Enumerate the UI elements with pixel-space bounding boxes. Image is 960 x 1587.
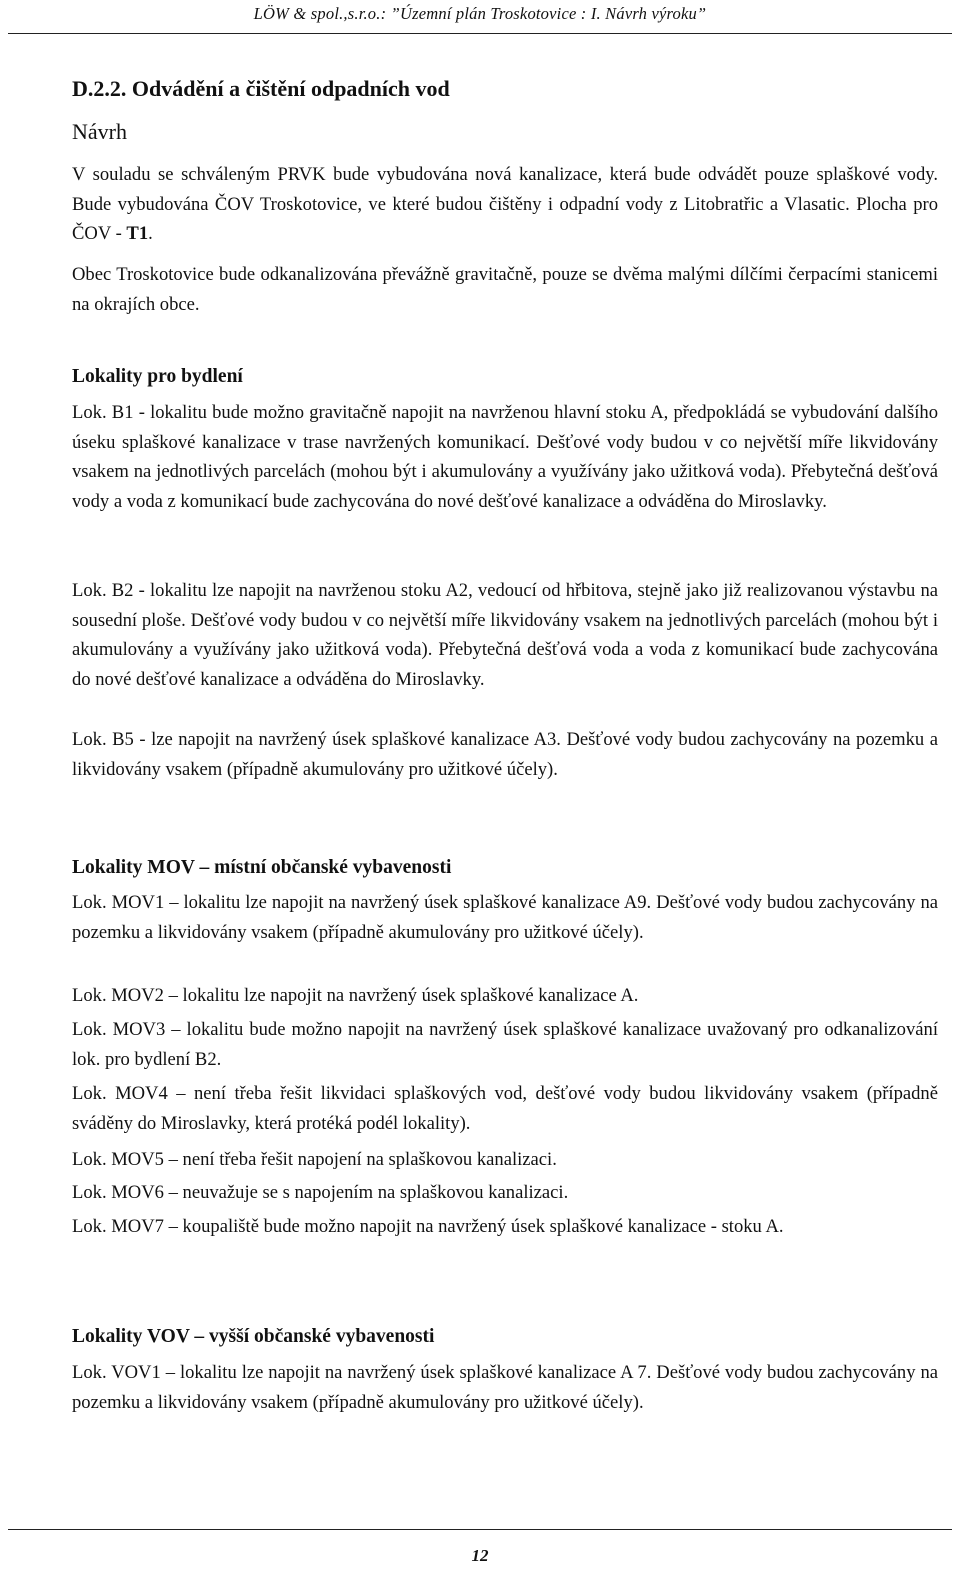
mov-paragraph-1: Lok. MOV1 – lokalitu lze napojit na navržený úsek splaškové kanalizace A9. Dešťové vody budou zachycovány na pozemku a likvidovány vsakem (případně akumulovány pro užitkové účely). xyxy=(72,892,938,943)
mov-paragraph-6: Lok. MOV6 – neuvažuje se s napojením na splaškovou kanalizaci. xyxy=(72,1182,569,1203)
mov-paragraph-2: Lok. MOV2 – lokalitu lze napojit na navržený úsek splaškové kanalizace A. xyxy=(72,985,639,1006)
housing-paragraph-b2: Lok. B2 - lokalitu lze napojit na navrženou stoku A2, vedoucí od hřbitova, stejně jako již realizovanou výstavbu na sousední ploše. Dešťové vody budou v co největší míře likvidovány vsakem na jednotlivých parcelách (mohou být i akumulovány a využívány jako užitková voda). Přebytečná dešťová voda a voda z komunikací bude zachycována do nové dešťové kanalizace a odváděna do Miroslavky. xyxy=(72,580,938,690)
mov-paragraph-7: Lok. MOV7 – koupaliště bude možno napojit na navržený úsek splaškové kanalizace - stoku A. xyxy=(72,1216,784,1237)
vov-heading: Lokality VOV – vyšší občanské vybavenosti xyxy=(72,1326,435,1347)
intro-p1-end: . xyxy=(148,223,153,244)
mov-paragraph-3: Lok. MOV3 – lokalitu bude možno napojit na navržený úsek splaškové kanalizace uvažovaný pro odkanalizování lok. pro bydlení B2. xyxy=(72,1019,938,1070)
intro-p1-plot-code: T1 xyxy=(126,223,149,244)
section-title: D.2.2. Odvádění a čištění odpadních vod xyxy=(72,76,450,101)
mov-paragraph-4: Lok. MOV4 – není třeba řešit likvidaci splaškových vod, dešťové vody budou likvidovány vsakem (případně sváděny do Miroslavky, která protéká podél lokality). xyxy=(72,1083,938,1134)
intro-paragraph-2 xyxy=(72,260,938,319)
intro-p1-text: V souladu se schváleným PRVK bude vybudována nová kanalizace, která bude odvádět pouze splaškové vody. Bude vybudována ČOV Troskotovice, ve které budou čištěny i odpadní vody z Litobratřic a Vlasatic. Plocha pro ČOV - xyxy=(72,164,938,244)
page-number: 12 xyxy=(471,1546,489,1565)
intro-p2-text: Obec Troskotovice bude odkanalizována převážně gravitačně, pouze se dvěma malými dílčími čerpacími stanicemi na okrajích obce. xyxy=(72,264,938,315)
mov-heading: Lokality MOV – místní občanské vybavenosti xyxy=(72,857,452,878)
header-divider xyxy=(8,33,952,34)
vov-paragraph-1: Lok. VOV1 – lokalitu lze napojit na navržený úsek splaškové kanalizace A 7. Dešťové vody budou zachycovány na pozemku a likvidovány vsakem (případně akumulovány pro užitkové účely). xyxy=(72,1362,938,1413)
mov-paragraph-5: Lok. MOV5 – není třeba řešit napojení na splaškovou kanalizaci. xyxy=(72,1149,557,1170)
footer-divider xyxy=(8,1529,952,1530)
section-subtitle: Návrh xyxy=(72,119,127,144)
running-header: LÖW & spol.,s.r.o.: ”Územní plán Troskotovice : I. Návrh výroku” xyxy=(253,4,707,23)
housing-paragraph-b5: Lok. B5 - lze napojit na navržený úsek splaškové kanalizace A3. Dešťové vody budou zachycovány na pozemku a likvidovány vsakem (případně akumulovány pro užitkové účely). xyxy=(72,729,938,780)
housing-paragraph-b1: Lok. B1 - lokalitu bude možno gravitačně napojit na navrženou hlavní stoku A, předpokládá se vybudování dalšího úseku splaškové kanalizace v trase navržených komunikací. Dešťové vody budou v co největší míře likvidovány vsakem na jednotlivých parcelách (mohou být i akumulovány a využívány jako užitková voda). Přebytečná dešťová vody a voda z komunikací bude zachycována do nové dešťové kanalizace a odváděna do Miroslavky. xyxy=(72,402,938,512)
housing-heading: Lokality pro bydlení xyxy=(72,366,243,387)
intro-paragraph-1 xyxy=(72,160,938,249)
